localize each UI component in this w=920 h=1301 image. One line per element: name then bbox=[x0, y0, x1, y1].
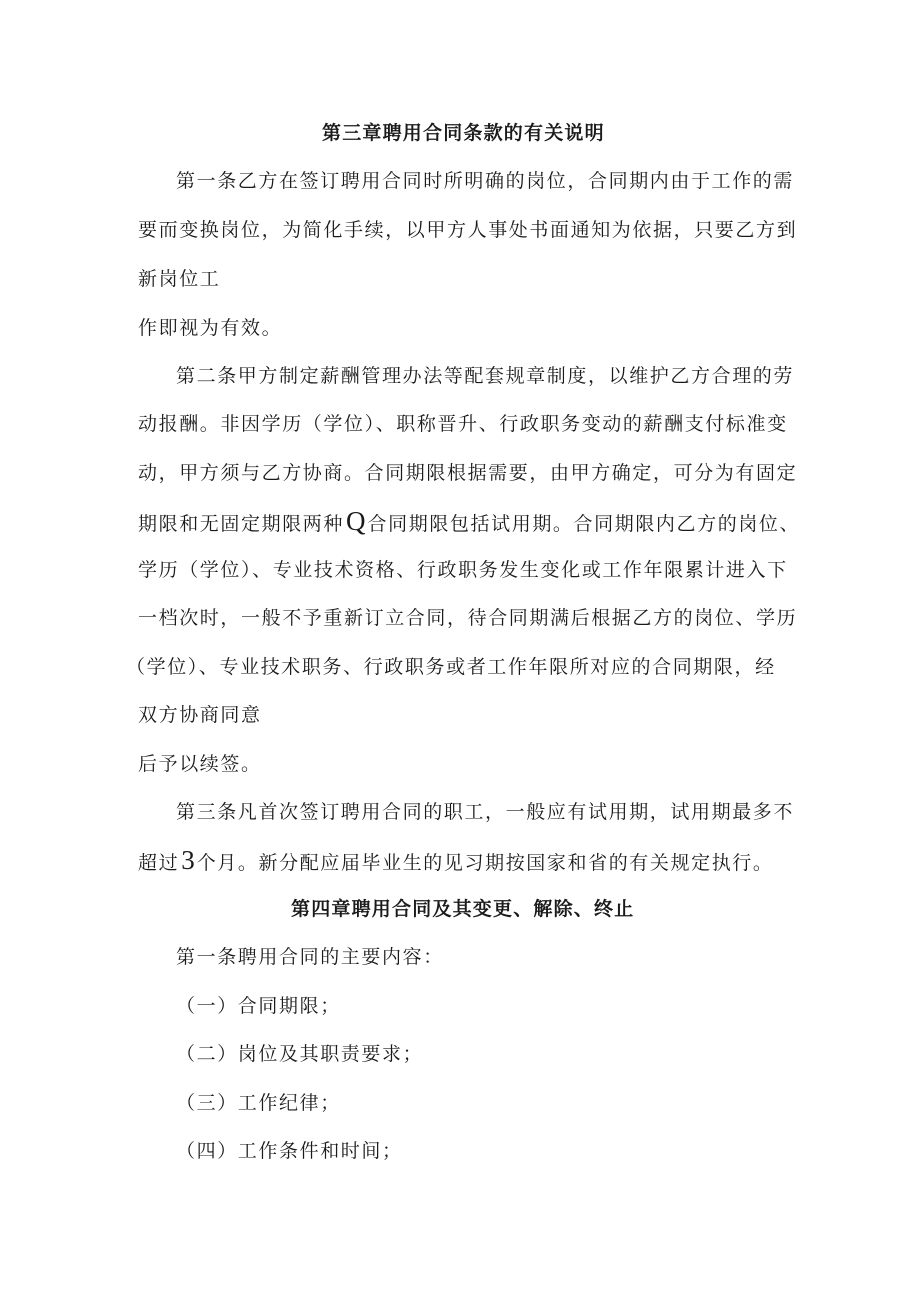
ch3-art2-line-5: 学历（学位）、专业技术资格、行政职务发生变化或工作年限累计进入下 bbox=[138, 559, 788, 581]
ch3-art2-line-8: 双方协商同意 bbox=[138, 704, 262, 726]
ch4-art1-line: 第一条聘用合同的主要内容： bbox=[176, 946, 444, 968]
ch4-item-2: （二）岗位及其职责要求； bbox=[176, 1043, 424, 1065]
ch3-art1-line-3: 新岗位工 bbox=[138, 268, 221, 290]
ch3-art2-line-7: （学位）、专业技术职务、行政职务或者工作年限所对应的合同期限，经 bbox=[126, 656, 776, 678]
chapter-3-title: 第三章聘用合同条款的有关说明 bbox=[322, 122, 605, 144]
ch3-art3-line-2 bbox=[138, 845, 774, 875]
ch3-art2-line-3: 动，甲方须与乙方协商。合同期限根据需要，由甲方确定，可分为有固定 bbox=[138, 462, 798, 484]
ch3-art2-line-2: 动报酬。非因学历（学位）、职称晋升、行政职务变动的薪酬支付标准变 bbox=[138, 413, 788, 435]
ch3-art2-line-4-part-b: 合同期限包括试用期。合同期限内乙方的岗位、 bbox=[367, 513, 801, 535]
ch3-art2-line-4 bbox=[138, 506, 801, 536]
ch3-art1-line-2: 要而变换岗位，为简化手续，以甲方人事处书面通知为依据，只要乙方到 bbox=[138, 219, 798, 241]
ch3-art2-line-4-symbol: Q bbox=[346, 506, 366, 536]
chapter-4-title: 第四章聘用合同及其变更、解除、终止 bbox=[291, 898, 635, 920]
ch3-art2-line-4-part-a: 期限和无固定期限两种 bbox=[138, 513, 345, 535]
ch3-art3-line-2-number: 3 bbox=[181, 845, 195, 875]
ch3-art1-line-4: 作即视为有效。 bbox=[138, 317, 283, 339]
ch3-art2-line-1: 第二条甲方制定薪酬管理办法等配套规章制度，以维护乙方合理的劳 bbox=[176, 365, 795, 387]
ch4-item-3: （三）工作纪律； bbox=[176, 1092, 341, 1114]
ch3-art3-line-1: 第三条凡首次签订聘用合同的职工，一般应有试用期，试用期最多不 bbox=[176, 801, 795, 823]
ch3-art3-line-2-part-a: 超过 bbox=[138, 852, 180, 874]
ch3-art2-line-6: 一档次时，一般不予重新订立合同，待合同期满后根据乙方的岗位、学历 bbox=[138, 607, 798, 629]
ch3-art2-line-9: 后予以续签。 bbox=[138, 753, 262, 775]
ch3-art1-line-1: 第一条乙方在签订聘用合同时所明确的岗位，合同期内由于工作的需 bbox=[176, 170, 795, 192]
ch4-item-4: （四）工作条件和时间； bbox=[176, 1140, 403, 1162]
ch3-art3-line-2-part-b: 个月。新分配应届毕业生的见习期按国家和省的有关规定执行。 bbox=[196, 852, 774, 874]
ch4-item-1: （一）合同期限； bbox=[176, 995, 341, 1017]
